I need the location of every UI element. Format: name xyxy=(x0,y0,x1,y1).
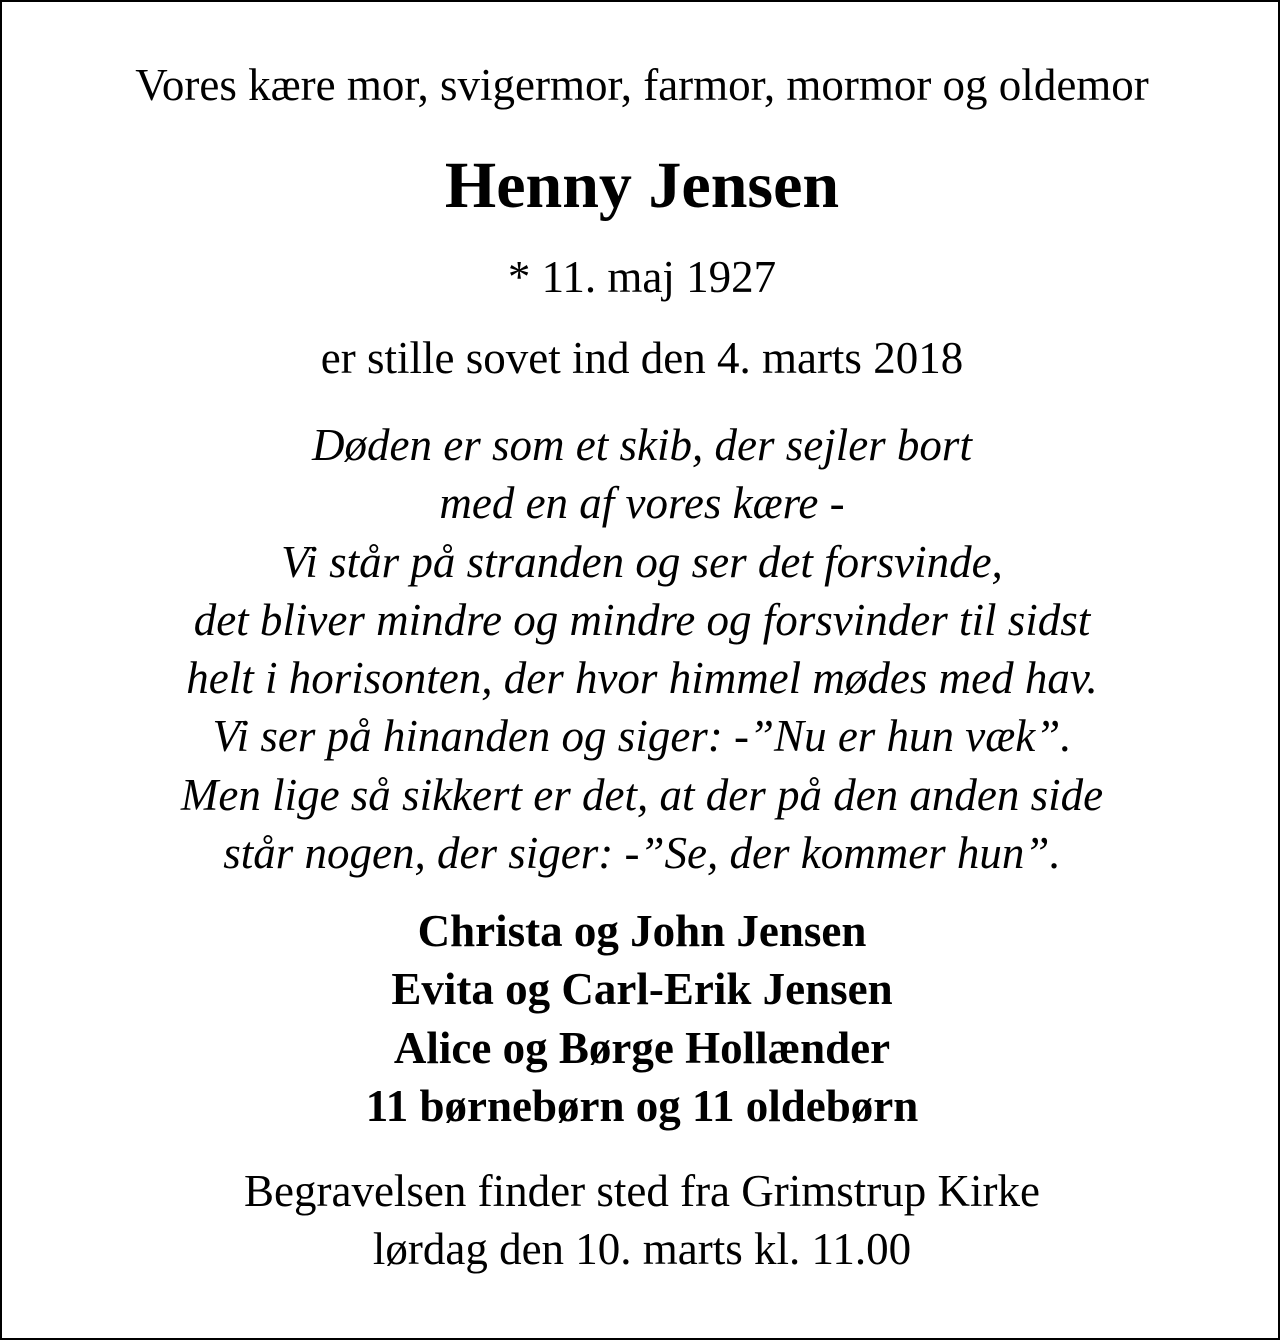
deceased-name: Henny Jensen xyxy=(444,149,840,222)
poem-line: Vi ser på hinanden og siger: -”Nu er hun væk”. xyxy=(212,711,1072,762)
birth-date: * 11. maj 1927 xyxy=(507,252,777,302)
funeral-time: lørdag den 10. marts kl. 11.00 xyxy=(372,1224,912,1274)
poem-line: Men lige så sikkert er det, at der på den anden side xyxy=(180,769,1104,820)
mourner-line: Evita og Carl-Erik Jensen xyxy=(391,964,893,1015)
death-date: er stille sovet ind den 4. marts 2018 xyxy=(320,333,964,383)
poem-line: står nogen, der siger: -”Se, der kommer hun”. xyxy=(223,828,1061,879)
poem-line: Vi står på stranden og ser det forsvinde, xyxy=(281,536,1003,587)
funeral-details xyxy=(2,1162,1280,1278)
poem-line: Døden er som et skib, der sejler bort xyxy=(312,420,972,470)
mourners-list xyxy=(2,902,1280,1135)
mourner-line: Christa og John Jensen xyxy=(417,906,867,956)
funeral-location: Begravelsen finder sted fra Grimstrup Kirke xyxy=(244,1166,1040,1216)
poem-line: helt i horisonten, der hvor himmel mødes med hav. xyxy=(186,653,1098,704)
mourner-line: Alice og Børge Hollænder xyxy=(393,1022,891,1073)
memorial-poem xyxy=(2,416,1280,882)
mourner-line: 11 børnebørn og 11 oldebørn xyxy=(365,1080,919,1131)
poem-line: med en af vores kære - xyxy=(439,478,845,529)
poem-line: det bliver mindre og mindre og forsvinder til sidst xyxy=(193,594,1091,645)
intro-line: Vores kære mor, svigermor, farmor, mormor og oldemor xyxy=(135,60,1149,110)
